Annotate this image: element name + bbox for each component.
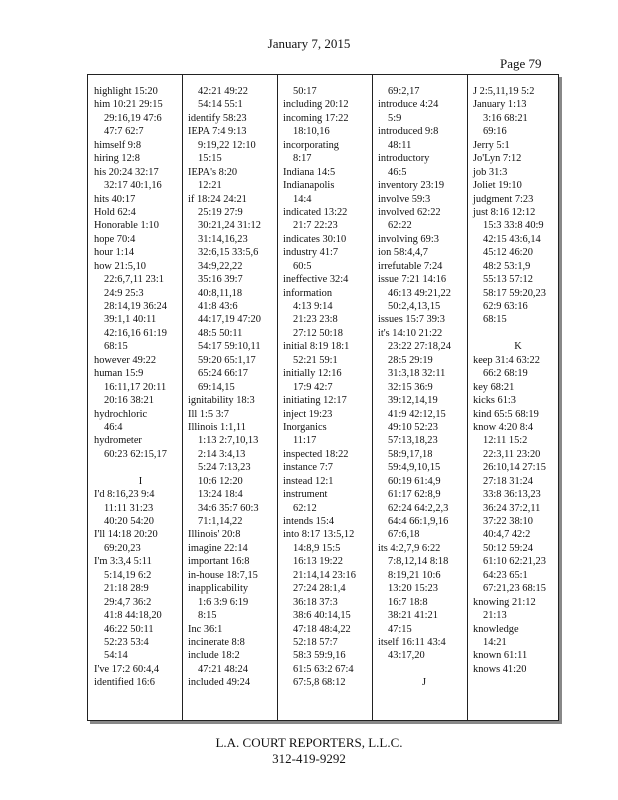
index-entry-line: himself 9:8: [94, 139, 142, 151]
index-entry-line: inventory 23:19: [378, 180, 445, 192]
index-entry-line: Inorganics: [283, 421, 327, 433]
index-entry-line: 32:17 40:1,16: [104, 180, 162, 192]
index-entry-line: his 20:24 32:17: [94, 166, 159, 178]
index-entry-line: 30:21,24 31:12: [198, 220, 261, 232]
index-column-1: [88, 75, 187, 720]
index-entry-line: 68:15: [483, 314, 507, 326]
index-entry-line: 69:16: [483, 126, 507, 138]
index-entry-line: hits 40:17: [94, 193, 136, 205]
reporter-company: L.A. COURT REPORTERS, L.L.C.: [215, 735, 403, 750]
index-entry-line: 52:18 57:7: [293, 636, 338, 648]
index-entry-line: 4:13 9:14: [293, 301, 333, 312]
index-entry-line: 60:5: [293, 260, 312, 272]
index-entry-line: instance 7:7: [283, 462, 333, 474]
index-entry-line: 41:8 43:6: [198, 301, 238, 312]
index-entry-line: identify 58:23: [188, 112, 247, 124]
index-entry-line: [94, 461, 187, 474]
index-entry-line: 60:23 62:15,17: [104, 448, 167, 460]
index-entry-line: 14:21: [483, 636, 507, 648]
index-entry-line: Jo'Lyn 7:12: [473, 153, 522, 165]
page-number: Page 79: [500, 56, 542, 71]
index-entry-line: incorporating: [283, 139, 339, 151]
index-entry-line: 34:9,22,22: [198, 260, 243, 272]
index-entry-line: 71:1,14,22: [198, 516, 243, 527]
index-entry-line: 58:17 59:20,23: [483, 287, 546, 299]
index-entry-line: Illinois' 20:8: [188, 529, 241, 541]
index-entry-line: 58:3 59:9,16: [293, 650, 346, 662]
index-entry-line: 62:12: [293, 502, 317, 514]
index-column-3: [277, 75, 375, 720]
index-entry-line: human 15:9: [94, 368, 144, 380]
index-entry-line: industry 41:7: [283, 247, 339, 259]
index-entry-line: 12:21: [198, 180, 222, 192]
index-entry-line: 15:3 33:8 40:9: [483, 220, 544, 232]
index-entry-line: including 20:12: [283, 99, 349, 111]
index-entry-line: 21:23 23:8: [293, 314, 338, 326]
index-entry-line: [378, 663, 470, 676]
index-entry-line: 12:11 15:2: [483, 435, 528, 447]
index-entry-line: introduce 4:24: [378, 99, 439, 111]
index-entry-line: 9:19,22 12:10: [198, 139, 256, 151]
index-entry-line: 48:2 53:1,9: [483, 260, 531, 272]
index-entry-line: incinerate 8:8: [188, 636, 245, 648]
index-entry-line: just 8:16 12:12: [473, 206, 536, 218]
index-entry-line: 47:15: [388, 623, 412, 635]
index-entry-line: 69:14,15: [198, 381, 235, 393]
index-entry-line: initially 12:16: [283, 368, 342, 380]
index-entry-line: however 49:22: [94, 354, 157, 366]
index-entry-line: 8:17: [293, 153, 312, 165]
index-entry-line: instrument: [283, 489, 328, 501]
index-entry-line: hydrometer: [94, 435, 142, 447]
index-entry-line: 64:23 65:1: [483, 569, 528, 581]
index-entry-line: 52:21 59:1: [293, 354, 338, 366]
index-entry-line: into 8:17 13:5,12: [283, 529, 355, 541]
index-entry-line: ion 58:4,4,7: [378, 247, 428, 259]
index-entry-line: 39:1,1 40:11: [104, 314, 157, 326]
index-entry-line: IEPA 7:4 9:13: [188, 126, 247, 138]
index-entry-line: 34:6 35:7 60:3: [198, 502, 259, 514]
index-entry-line: I'd 8:16,23 9:4: [94, 489, 155, 501]
index-entry-line: Indiana 14:5: [283, 166, 336, 178]
index-entry-line: 32:15 36:9: [388, 381, 433, 393]
index-column-5: [467, 75, 563, 720]
index-entry-line: involve 59:3: [378, 193, 431, 205]
index-entry-line: 20:16 38:21: [104, 395, 154, 407]
index-entry-line: important 16:8: [188, 556, 250, 568]
index-entry-line: 50:17: [293, 86, 317, 97]
index-entry-line: I've 17:2 60:4,4: [94, 663, 160, 675]
index-entry-line: 62:24 64:2,2,3: [388, 502, 449, 514]
index-entry-line: 46:13 49:21,22: [388, 287, 451, 299]
index-entry-line: Hold 62:4: [94, 206, 136, 218]
index-entry-line: 44:17,19 47:20: [198, 314, 261, 326]
index-entry-line: 5:9: [388, 112, 402, 124]
index-entry-line: 2:14 3:4,13: [198, 448, 246, 460]
index-entry-line: 47:7 62:7: [104, 126, 144, 138]
index-entry-line: issues 15:7 39:3: [378, 314, 445, 326]
index-entry-line: 23:22 27:18,24: [388, 341, 451, 353]
index-entry-line: 62:9 63:16: [483, 301, 528, 312]
index-entry-line: Illinois 1:1,11: [188, 421, 246, 433]
index-entry-line: 5:24 7:13,23: [198, 462, 251, 474]
index-entry-line: incoming 17:22: [283, 112, 349, 124]
index-entry-line: 49:10 52:23: [388, 421, 438, 433]
index-entry-line: 21:13: [483, 610, 507, 622]
index-entry-line: 43:17,20: [388, 650, 425, 662]
index-column-2: [182, 75, 280, 720]
index-entry-line: 46:22 50:11: [104, 623, 154, 635]
index-entry-line: Ill 1:5 3:7: [188, 408, 229, 420]
index-entry-line: knowledge: [473, 623, 519, 635]
index-entry-line: 27:24 28:1,4: [293, 583, 346, 595]
index-entry-line: 22:3,11 23:20: [483, 448, 541, 460]
index-entry-line: Indianapolis: [283, 180, 335, 192]
index-entry-line: kind 65:5 68:19: [473, 408, 539, 420]
transcript-date: January 7, 2015: [267, 36, 351, 51]
index-entry-line: 3:16 68:21: [483, 112, 528, 124]
index-entry-line: him 10:21 29:15: [94, 99, 163, 111]
index-entry-line: initial 8:19 18:1: [283, 341, 350, 353]
index-entry-line: 5:14,19 6:2: [104, 569, 152, 581]
index-entry-line: instead 12:1: [283, 475, 334, 487]
index-entry-line: 10:6 12:20: [198, 475, 243, 487]
index-entry-line: 31:3,18 32:11: [388, 368, 446, 380]
index-entry-line: 47:18 48:4,22: [293, 623, 351, 635]
index-entry-line: it's 14:10 21:22: [378, 327, 443, 339]
index-entry-line: 13:20 15:23: [388, 583, 438, 595]
index-entry-line: 50:12 59:24: [483, 542, 533, 554]
index-entry-line: hope 70:4: [94, 233, 136, 245]
index-entry-line: 15:15: [198, 153, 222, 165]
index-entry-line: key 68:21: [473, 381, 515, 393]
index-entry-line: identified 16:6: [94, 677, 155, 689]
index-entry-line: 21:14,14 23:16: [293, 569, 356, 581]
index-entry-line: 58:9,17,18: [388, 448, 433, 460]
index-entry-line: hour 1:14: [94, 247, 135, 259]
index-entry-line: 13:24 18:4: [198, 489, 243, 501]
index-entry-line: 26:10,14 27:15: [483, 462, 546, 474]
index-entry-line: involving 69:3: [378, 233, 439, 245]
index-entry-line: 18:10,16: [293, 126, 330, 138]
index-entry-line: 21:18 28:9: [104, 583, 149, 595]
index-entry-line: knows 41:20: [473, 663, 527, 675]
index-entry-line: 54:14 55:1: [198, 99, 243, 111]
index-entry-line: 38:21 41:21: [388, 610, 438, 622]
index-entry-line: 28:14,19 36:24: [104, 301, 167, 312]
index-entry-line: issue 7:21 14:16: [378, 274, 447, 286]
index-entry-line: 47:21 48:24: [198, 663, 248, 675]
index-entry-line: 54:17 59:10,11: [198, 341, 261, 353]
index-entry-line: 8:15: [198, 610, 217, 622]
index-entry-line: 27:18 31:24: [483, 475, 533, 487]
index-entry-line: irrefutable 7:24: [378, 260, 443, 272]
index-entry-line: I'm 3:3,4 5:11: [94, 556, 152, 568]
index-entry-line: imagine 22:14: [188, 542, 248, 554]
index-entry-line: January 1:13: [473, 99, 527, 111]
reporter-phone: 312-419-9292: [272, 751, 346, 766]
index-entry-line: its 4:2,7,9 6:22: [378, 542, 441, 554]
index-entry-line: 41:8 44:18,20: [104, 610, 162, 622]
index-entry-line: 67:6,18: [388, 529, 420, 541]
index-entry-line: 48:11: [388, 139, 412, 151]
index-entry-line: 16:13 19:22: [293, 556, 343, 568]
index-entry-line: 1:13 2:7,10,13: [198, 435, 259, 447]
index-entry-line: knowing 21:12: [473, 596, 536, 608]
index-entry-line: inapplicability: [188, 583, 249, 595]
index-entry-line: include 18:2: [188, 650, 240, 662]
index-entry-line: inspected 18:22: [283, 448, 349, 460]
index-entry-line: 29:4,7 36:2: [104, 596, 152, 608]
index-entry-line: how 21:5,10: [94, 260, 146, 272]
index-entry-line: 21:7 22:23: [293, 220, 338, 232]
index-entry-line: 1:6 3:9 6:19: [198, 596, 249, 608]
index-entry-line: Honorable 1:10: [94, 220, 159, 232]
index-entry-line: intends 15:4: [283, 516, 335, 527]
index-entry-line: 7:8,12,14 8:18: [388, 556, 449, 568]
index-entry-line: 17:9 42:7: [293, 381, 333, 393]
index-entry-line: inject 19:23: [283, 408, 333, 420]
index-entry-line: Inc 36:1: [188, 623, 223, 635]
index-entry-line: Joliet 19:10: [473, 180, 522, 192]
index-entry-line: 42:15 43:6,14: [483, 233, 541, 245]
index-entry-line: indicates 30:10: [283, 233, 347, 245]
index-entry-line: 46:5: [388, 166, 407, 178]
index-entry-line: 41:9 42:12,15: [388, 408, 446, 420]
index-entry-line: 38:6 40:14,15: [293, 610, 351, 622]
index-entry-line: 66:2 68:19: [483, 368, 528, 380]
index-entry-line: 14:4: [293, 193, 312, 205]
index-entry-line: 33:8 36:13,23: [483, 489, 541, 501]
index-entry-line: judgment 7:23: [473, 193, 534, 205]
index-entry-line: 28:5 29:19: [388, 354, 433, 366]
index-entry-line: indicated 13:22: [283, 206, 348, 218]
index-entry-line: 42:16,16 61:19: [104, 327, 167, 339]
index-letter-heading: J: [421, 677, 427, 689]
index-entry-line: 40:8,11,18: [198, 287, 243, 299]
index-entry-line: I'll 14:18 20:20: [94, 529, 158, 541]
index-entry-line: keep 31:4 63:22: [473, 354, 540, 366]
index-entry-line: highlight 15:20: [94, 86, 158, 97]
index-entry-line: hydrochloric: [94, 408, 148, 420]
index-entry-line: 55:13 57:12: [483, 274, 533, 286]
index-entry-line: 59:4,9,10,15: [388, 462, 441, 474]
index-entry-line: 40:20 54:20: [104, 516, 154, 527]
index-entry-line: 50:2,4,13,15: [388, 301, 441, 312]
index-entry-line: 37:22 38:10: [483, 516, 533, 527]
index-entry-line: information: [283, 287, 333, 299]
index-entry-line: 45:12 46:20: [483, 247, 533, 259]
index-entry-line: 52:23 53:4: [104, 636, 149, 648]
index-entry-line: 61:10 62:21,23: [483, 556, 546, 568]
index-entry-line: job 31:3: [473, 166, 508, 178]
index-entry-line: 67:21,23 68:15: [483, 583, 546, 595]
index-entry-line: 61:5 63:2 67:4: [293, 663, 354, 675]
index-entry-line: 69:2,17: [388, 86, 420, 97]
index-entry-line: 61:17 62:8,9: [388, 489, 441, 501]
index-entry-line: 48:5 50:11: [198, 327, 243, 339]
index-entry-line: kicks 61:3: [473, 395, 517, 407]
index-entry-line: included 49:24: [188, 677, 251, 689]
index-entry-line: 62:22: [388, 220, 412, 232]
index-entry-line: 57:13,18,23: [388, 435, 438, 447]
index-letter-heading: I: [138, 475, 143, 487]
word-index-frame: [87, 74, 559, 721]
index-entry-line: 22:6,7,11 23:1: [104, 274, 164, 286]
index-entry-line: [473, 327, 563, 340]
index-entry-line: known 61:11: [473, 650, 528, 662]
index-entry-line: 67:5,8 68:12: [293, 677, 346, 689]
index-entry-line: introduced 9:8: [378, 126, 439, 138]
index-entry-line: J 2:5,11,19 5:2: [473, 86, 535, 97]
index-entry-line: involved 62:22: [378, 206, 441, 218]
index-entry-line: 36:18 37:3: [293, 596, 338, 608]
index-entry-line: 59:20 65:1,17: [198, 354, 256, 366]
index-entry-line: 8:19,21 10:6: [388, 569, 441, 581]
index-entry-line: ineffective 32:4: [283, 274, 349, 286]
index-entry-line: 60:19 61:4,9: [388, 475, 441, 487]
index-entry-line: itself 16:11 43:4: [378, 636, 446, 648]
index-entry-line: 42:21 49:22: [198, 86, 248, 97]
index-entry-line: 40:4,7 42:2: [483, 529, 531, 541]
index-entry-line: in-house 18:7,15: [188, 569, 258, 581]
index-entry-line: 24:9 25:3: [104, 287, 144, 299]
index-entry-line: 68:15: [104, 341, 128, 353]
index-letter-heading: K: [514, 341, 522, 353]
index-entry-line: 32:6,15 33:5,6: [198, 247, 259, 259]
index-entry-line: Jerry 5:1: [473, 139, 510, 151]
index-entry-line: ignitability 18:3: [188, 395, 255, 407]
index-entry-line: 11:11 31:23: [104, 502, 154, 514]
index-entry-line: 46:4: [104, 421, 123, 433]
index-entry-line: 36:24 37:2,11: [483, 502, 541, 514]
index-entry-line: 16:11,17 20:11: [104, 381, 167, 393]
index-entry-line: IEPA's 8:20: [188, 166, 238, 178]
index-entry-line: 54:14: [104, 650, 128, 662]
index-entry-line: 35:16 39:7: [198, 274, 243, 286]
index-entry-line: 69:20,23: [104, 542, 141, 554]
index-entry-line: 27:12 50:18: [293, 327, 343, 339]
index-entry-line: 39:12,14,19: [388, 395, 438, 407]
index-entry-line: 25:19 27:9: [198, 206, 243, 218]
index-entry-line: 11:17: [293, 435, 317, 447]
index-entry-line: hiring 12:8: [94, 153, 140, 165]
index-entry-line: introductory: [378, 153, 430, 165]
index-entry-line: 65:24 66:17: [198, 368, 248, 380]
index-entry-line: if 18:24 24:21: [188, 193, 247, 205]
index-entry-line: know 4:20 8:4: [473, 421, 534, 433]
index-entry-line: initiating 12:17: [283, 395, 347, 407]
index-column-4: [372, 75, 470, 720]
index-entry-line: 64:4 66:1,9,16: [388, 516, 449, 527]
index-entry-line: 16:7 18:8: [388, 596, 428, 608]
index-entry-line: 31:14,16,23: [198, 233, 248, 245]
index-entry-line: 14:8,9 15:5: [293, 542, 341, 554]
index-entry-line: 29:16,19 47:6: [104, 112, 162, 124]
